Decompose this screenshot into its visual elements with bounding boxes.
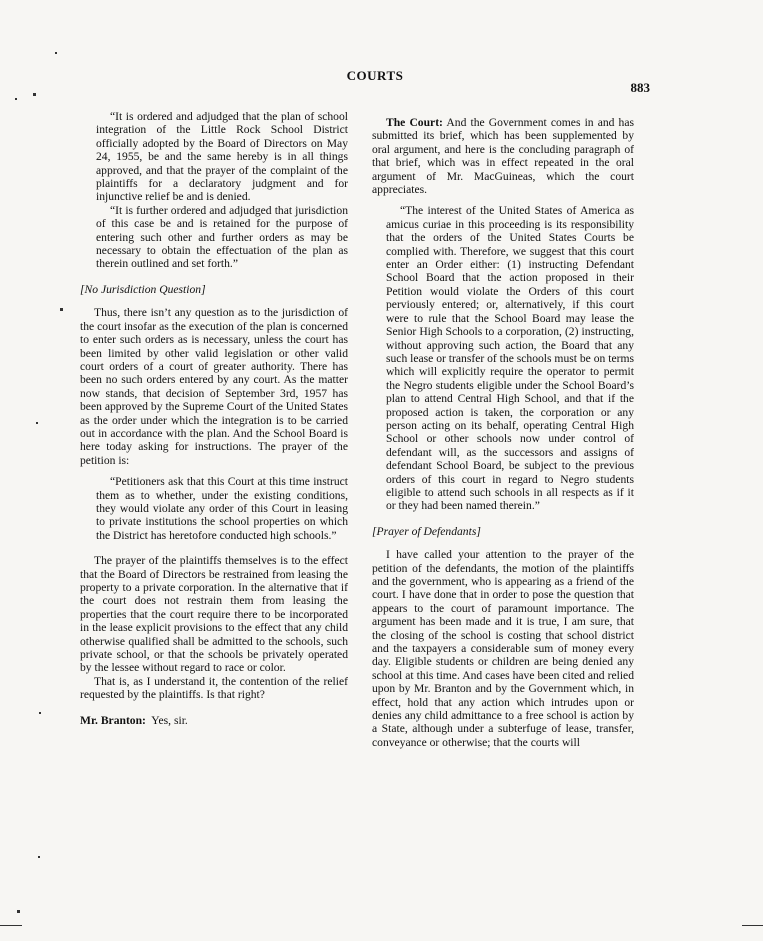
scan-mark (33, 93, 36, 96)
page-number: 883 (630, 80, 650, 95)
paragraph-government (372, 116, 634, 196)
running-head: COURTS (346, 68, 404, 83)
speaker-label: Mr. Branton: (80, 713, 146, 727)
section-heading-prayer: [Prayer of Defendants] (372, 524, 481, 538)
section-heading-jurisdiction: [No Jurisdiction Question] (80, 282, 206, 296)
quote-petition: “Petitioners ask that this Court at this time instruct them as to whether, under the existing conditions, they would violate any order of this Court in leasing to private institutions the school properties on which the District has heretofore conducted high schools.” (96, 475, 348, 542)
paragraph-prayer: I have called your attention to the prayer of the petition of the defendants, the motion of the plaintiffs and the government, who is appearing as a friend of the court. I have done that in order to pose the question that appears to the court of paramount importance. The argument has been made and it is true, I am sure, that the closing of the school is costing that school district and the taxpayers a considerable sum of money every day. Eligible students or children are being denied any school at this time. And cases have been cited and relied upon by Mr. Branton and by the Government which, in effect, hold that any action which intrudes upon or denies any child admittance to a free school is action by a State, although under a subterfuge of lease, transfer, conveyance or otherwise; that the courts will (372, 548, 634, 749)
paragraph-jurisdiction: Thus, there isn’t any question as to the jurisdiction of the court insofar as the execution of the plan is concerned to enter such orders as is necessary, unless the court has been limited by other valid legislation or other valid court orders of a court of greater authority. There has been no such orders entered by any court. As the matter now stands, that decision of September 3rd, 1957 has been approved by the Supreme Court of the United States as the order under which the integration is to be carried out in accordance with the plan. And the School Board is here today asking for instructions. The prayer of the petition is: (80, 306, 348, 467)
quote-government-brief: “The interest of the United States of America as amicus curiae in this proceeding is its responsibility that the orders of the United States Courts be complied with. Therefore, we suggest that this court enter an Order either: (1) instructing Defendant School Board that the action proposed in their Petition would violate the Orders of this court perviously entered; or, alternatively, if this court were to rule that the School Board may lease the Senior High Schools to a corporation, (2) instructing, without approving such action, the Board that any such lease or transfer of the schools must be on terms which will explicitly require the operator to permit the Negro students eligible under the School Board’s plan to attend Central High School, and that if the proposed action is taken, the corporation or any person acting on its behalf, operating Central High School or other schools now under control of defendant will, as the successors and assigns of defendant School Board, be subject to the previous orders of this court in regard to Negro students eligible to attend such schools in all respects as if it or they had been named therein.” (386, 204, 634, 513)
speaker-reply: Yes, sir. (151, 713, 188, 727)
quote-order-jurisdiction: “It is further ordered and adjudged that jurisdiction of this case be and is retained for the purpose of entering such other and further orders as may be necessary to obtain the effectuation of the plan as therein outlined and set forth.” (96, 203, 348, 271)
paragraph-plaintiffs: The prayer of the plaintiffs themselves is to the effect that the Board of Directors be restrained from leasing the property to a private corporation. In the alternative that if the court does not restrain them from leasing the properties that the court require there to be incorporated in the lease explicit provisions to the effect that any child otherwise qualified shall be admitted to the schools, such private school, or that the schools be privately operated by the lessee without regard to race or color. (80, 554, 348, 675)
scan-mark (60, 308, 63, 311)
quote-order-approval: “It is ordered and adjudged that the plan of school integration of the Little Rock School District officially adopted by the Board of Directors on May 24, 1955, be and the same hereby is in all things approved, and that the prayer of the complaint of the plaintiffs for a declaratory judgment and for injunctive relief be and is denied. (96, 110, 348, 204)
scan-mark (55, 52, 57, 54)
scan-mark (17, 910, 20, 913)
edge-line (0, 925, 22, 926)
paragraph-government-text: And the Government comes in and has submitted its brief, which has been supplemented by oral argument, and here is the concluding paragraph of that brief, which was in effect repeated in the oral argument of Mr. MacGuineas, which the court appreciates. (372, 116, 635, 197)
paragraph-question: That is, as I understand it, the contention of the relief requested by the plaintiffs. Is that right? (80, 674, 348, 702)
scan-mark (15, 98, 17, 100)
edge-line (742, 925, 763, 926)
right-column (372, 116, 634, 749)
dialogue-branton (80, 714, 348, 727)
scan-mark (38, 856, 40, 858)
scan-mark (36, 422, 38, 424)
scan-mark (39, 712, 41, 714)
left-column (80, 110, 348, 727)
speaker-label: The Court: (386, 116, 443, 129)
